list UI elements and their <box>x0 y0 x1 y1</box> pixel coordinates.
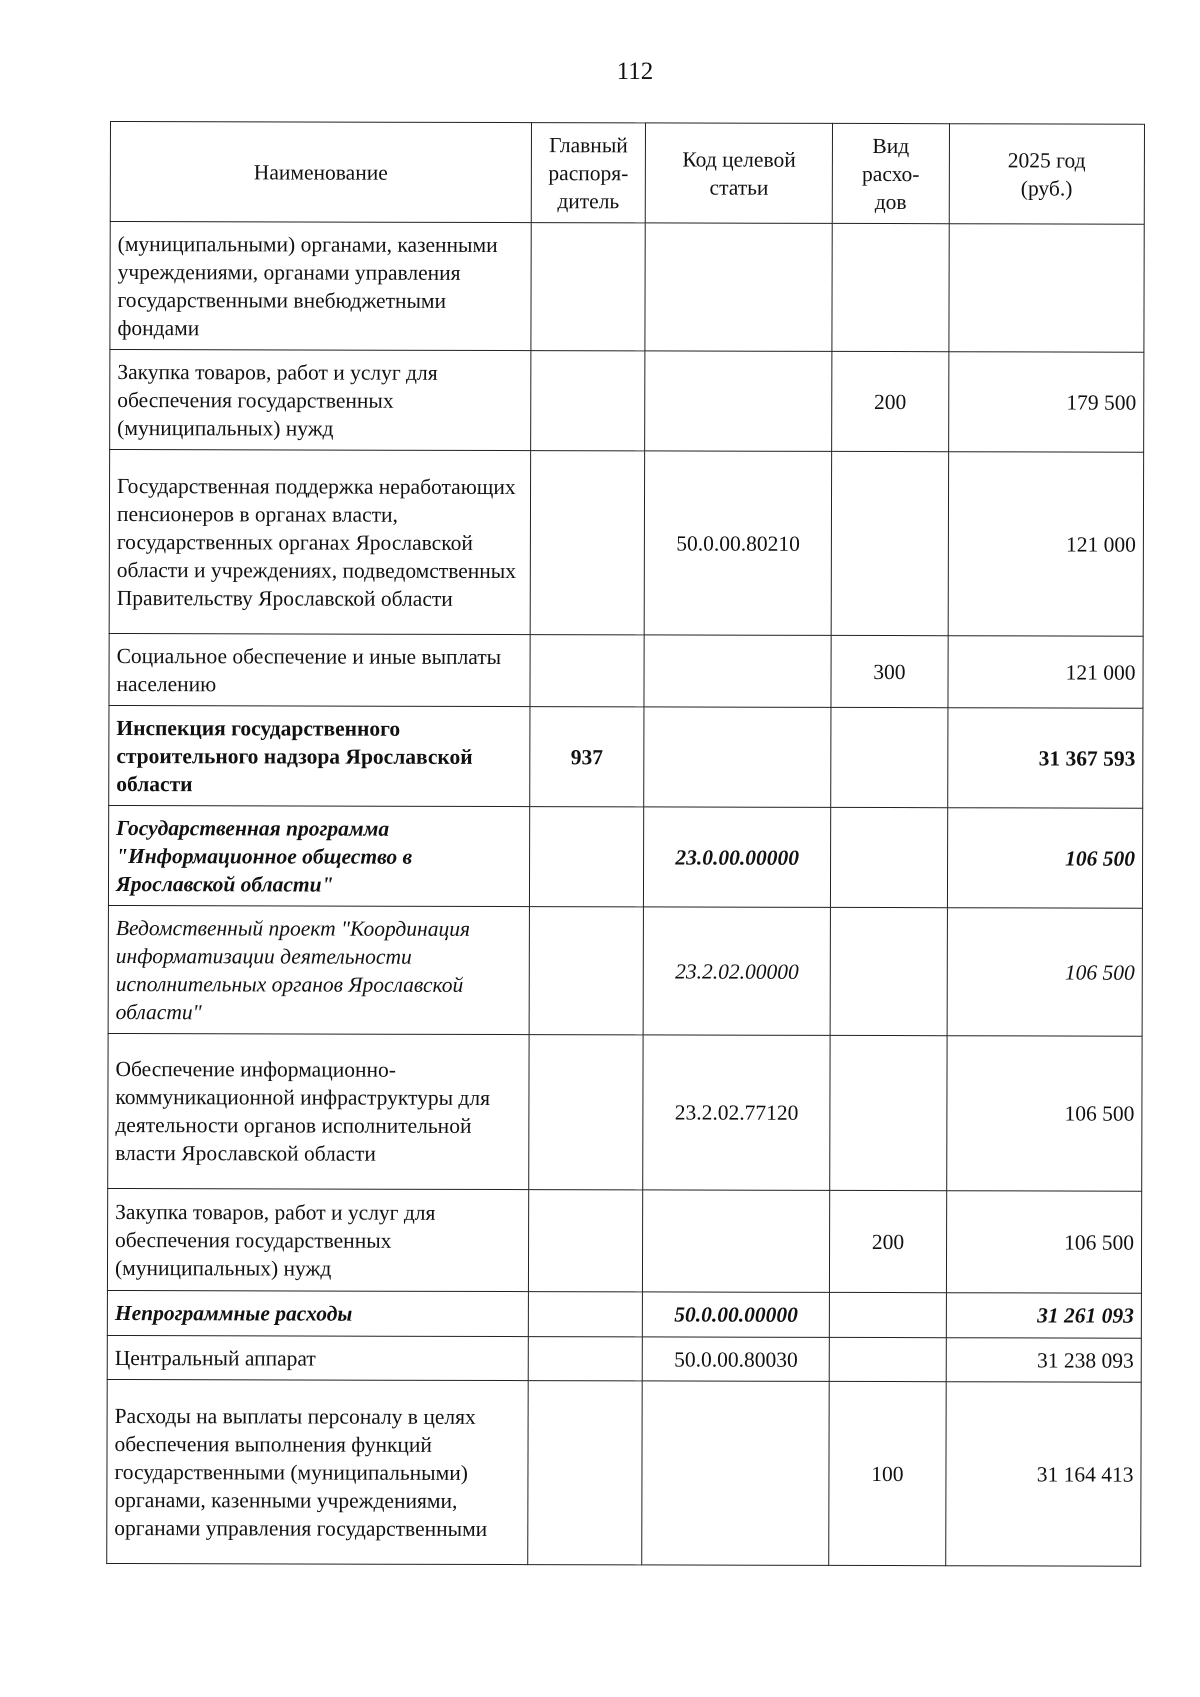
cell-type: 100 <box>829 1381 946 1565</box>
cell-manager: 937 <box>530 707 645 807</box>
cell-type <box>829 1337 945 1381</box>
cell-type <box>832 223 949 351</box>
cell-manager <box>531 223 646 351</box>
cell-name: Социальное обеспечение и иные выплаты населению <box>109 633 530 706</box>
header-amount: 2025 год (руб.) <box>949 124 1145 225</box>
cell-name: Закупка товаров, работ и услуг для обеспечения государственных (муниципальных) нужд <box>110 350 531 451</box>
cell-type: 300 <box>831 635 948 707</box>
cell-code <box>644 635 831 707</box>
cell-amount: 106 500 <box>947 808 1143 909</box>
cell-code: 23.2.02.77120 <box>643 1035 830 1190</box>
cell-type <box>830 1035 947 1190</box>
table-row <box>107 1188 1141 1293</box>
cell-name: Расходы на выплаты персоналу в целях обеспечения выполнения функций государственными (муниципальными) органами, казенными учреждениями, органами управления государственными <box>107 1379 528 1564</box>
cell-amount: 31 367 593 <box>947 708 1143 809</box>
cell-code: 50.0.00.80210 <box>644 451 832 635</box>
cell-amount: 121 000 <box>948 636 1144 709</box>
cell-name: Обеспечение информационно-коммуникационной инфраструктуры для деятельности органов исполнительной власти Ярославской области <box>108 1033 529 1189</box>
cell-name: Инспекция государственного строительного надзора Ярославской области <box>109 705 530 806</box>
cell-code: 23.0.00.00000 <box>644 807 831 907</box>
cell-manager <box>529 1035 644 1190</box>
cell-manager <box>529 907 644 1035</box>
cell-type: 200 <box>832 351 949 451</box>
cell-code <box>642 1381 830 1565</box>
cell-manager <box>529 807 644 907</box>
table-row <box>109 705 1143 808</box>
table-header-row <box>110 122 1144 225</box>
cell-type <box>830 1292 946 1337</box>
table-row <box>109 450 1143 637</box>
table-row <box>108 1033 1142 1191</box>
header-type: Вид расхо-дов <box>832 123 949 223</box>
cell-code: 23.2.02.00000 <box>643 907 830 1035</box>
cell-code <box>643 1190 830 1292</box>
cell-name: Непрограммные расходы <box>107 1290 528 1336</box>
cell-amount: 106 500 <box>946 1036 1142 1192</box>
cell-type: 200 <box>830 1190 947 1292</box>
table-row <box>110 222 1144 353</box>
cell-manager <box>530 635 644 707</box>
cell-name: Закупка товаров, работ и услуг для обеспечения государственных (муниципальных) нужд <box>107 1188 528 1291</box>
cell-manager <box>528 1190 643 1292</box>
cell-code <box>644 707 831 807</box>
cell-amount: 179 500 <box>948 352 1144 453</box>
cell-amount: 121 000 <box>948 452 1144 637</box>
budget-table <box>106 121 1145 1567</box>
cell-amount: 31 164 413 <box>945 1382 1141 1567</box>
cell-code <box>645 223 832 351</box>
table-row <box>107 1335 1141 1382</box>
cell-name: Ведомственный проект "Координация информатизации деятельности исполнительных органов Ярославской области" <box>108 905 529 1034</box>
header-manager: Главный распоря-дитель <box>531 123 646 223</box>
header-code: Код целевой статьи <box>645 123 832 223</box>
table-row <box>107 1379 1141 1566</box>
cell-amount: 106 500 <box>946 1191 1142 1294</box>
cell-name: Государственная поддержка неработающих пенсионеров в органах власти, государственных органах Ярославской области и учреждениях, подведомственных Правительству Ярославской области <box>109 450 530 635</box>
cell-name: Центральный аппарат <box>107 1335 528 1380</box>
cell-code <box>645 351 832 451</box>
cell-amount: 31 261 093 <box>946 1293 1142 1339</box>
table-row <box>108 905 1142 1036</box>
cell-manager <box>528 1337 642 1381</box>
cell-manager <box>530 451 645 635</box>
table-row <box>107 1290 1141 1338</box>
cell-type <box>830 907 947 1035</box>
page-number: 112 <box>616 58 654 85</box>
header-name: Наименование <box>110 122 531 223</box>
table-row <box>108 805 1142 908</box>
cell-manager <box>528 1381 643 1565</box>
cell-code: 50.0.00.80030 <box>642 1337 829 1381</box>
cell-type <box>831 807 948 907</box>
cell-name: (муниципальными) органами, казенными учреждениями, органами управления государственными внебюджетными фондами <box>110 222 531 351</box>
cell-type <box>831 451 948 635</box>
cell-name: Государственная программа "Информационное общество в Ярославской области" <box>108 805 529 906</box>
table-row <box>110 350 1144 453</box>
cell-manager <box>530 351 645 451</box>
cell-type <box>831 707 948 807</box>
cell-manager <box>528 1292 642 1337</box>
table-row <box>109 633 1143 708</box>
cell-amount: 106 500 <box>947 908 1143 1037</box>
cell-code: 50.0.00.00000 <box>642 1292 829 1337</box>
cell-amount <box>948 224 1144 353</box>
cell-amount: 31 238 093 <box>946 1338 1142 1383</box>
